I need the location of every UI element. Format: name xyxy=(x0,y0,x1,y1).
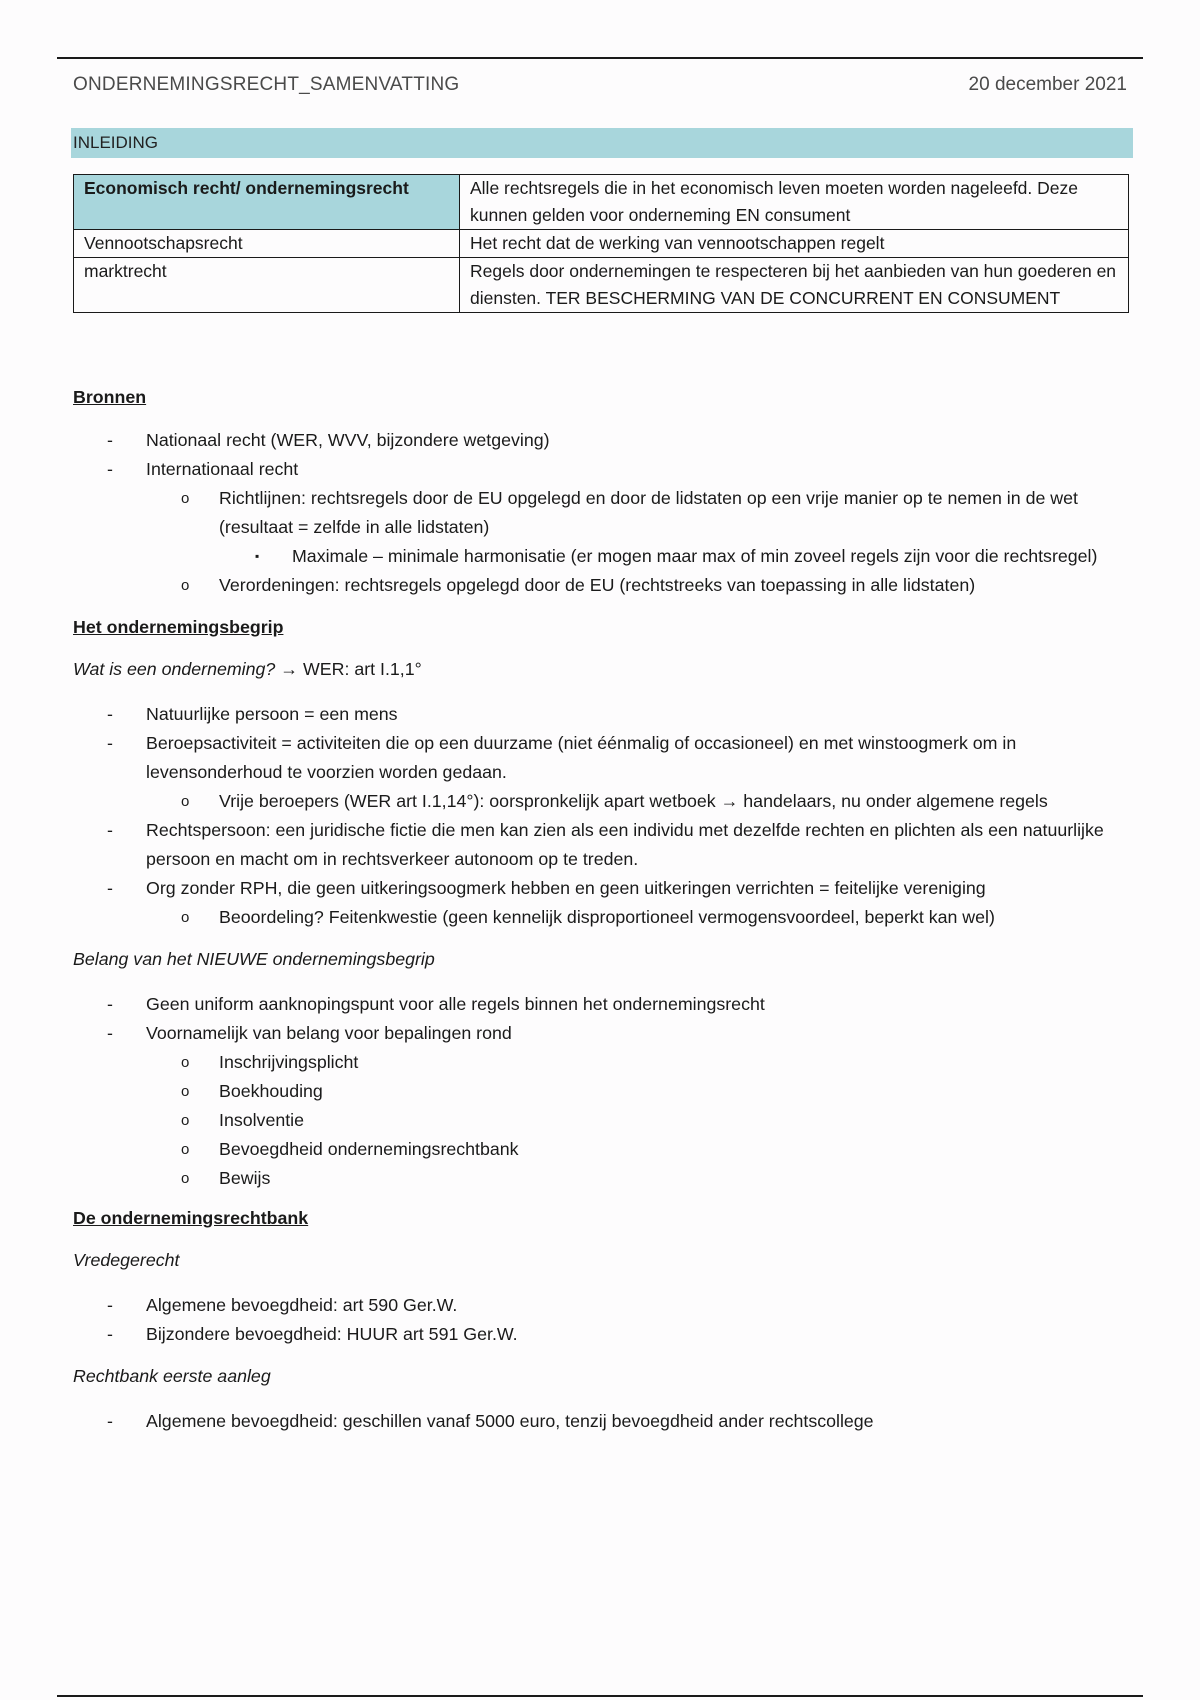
list-item-text: Algemene bevoegdheid: geschillen vanaf 5000 euro, tenzij bevoegdheid ander rechtscollege xyxy=(146,1411,874,1431)
document-title: ONDERNEMINGSRECHT_SAMENVATTING xyxy=(73,74,460,95)
dash-marker: - xyxy=(107,1324,113,1344)
heading-ondernemingsbegrip: Het ondernemingsbegrip xyxy=(73,617,284,637)
list-item-text: Bevoegdheid ondernemingsrechtbank xyxy=(219,1139,519,1159)
term-cell: marktrecht xyxy=(74,258,460,313)
question-text: Wat is een onderneming? xyxy=(73,659,276,679)
list-item xyxy=(73,1135,1133,1164)
list-item-text: Inschrijvingsplicht xyxy=(219,1052,359,1072)
dash-marker: - xyxy=(107,820,113,840)
table-row xyxy=(74,230,1129,258)
dash-marker: - xyxy=(107,430,113,450)
list-item xyxy=(73,1048,1133,1077)
section-band-inleiding: INLEIDING xyxy=(71,128,1133,158)
bottom-rule xyxy=(57,1695,1143,1697)
list-item xyxy=(73,1320,1133,1349)
list-item-text: Richtlijnen: rechtsregels door de EU opgelegd en door de lidstaten op een vrije manier op te nemen in de wet (resultaat = zelfde in alle lidstaten) xyxy=(219,488,1078,537)
list-item xyxy=(73,990,1133,1019)
subheading-eerste-aanleg: Rechtbank eerste aanleg xyxy=(73,1366,271,1386)
vredegerecht-list xyxy=(73,1291,1133,1349)
list-item xyxy=(73,729,1133,816)
circle-marker: o xyxy=(181,577,190,594)
circle-marker: o xyxy=(181,1054,190,1071)
square-marker: ▪ xyxy=(255,549,260,563)
list-item-text: Geen uniform aanknopingspunt voor alle regels binnen het ondernemingsrecht xyxy=(146,994,765,1014)
list-item xyxy=(73,571,1133,600)
list-item-text: Nationaal recht (WER, WVV, bijzondere wetgeving) xyxy=(146,430,550,450)
dash-marker: - xyxy=(107,1295,113,1315)
question-reference: → WER: art I.1,1° xyxy=(280,659,422,679)
list-item-text: Algemene bevoegdheid: art 590 Ger.W. xyxy=(146,1295,458,1315)
definitions-table xyxy=(73,174,1129,313)
list-item-text: Org zonder RPH, die geen uitkeringsoogmerk hebben en geen uitkeringen verrichten = feitelijke vereniging xyxy=(146,878,986,898)
list-item-text: Boekhouding xyxy=(219,1081,323,1101)
subheading-belang: Belang van het NIEUWE ondernemingsbegrip xyxy=(73,949,435,969)
definition-cell: Het recht dat de werking van vennootschappen regelt xyxy=(460,230,1129,258)
heading-bronnen: Bronnen xyxy=(73,387,147,407)
dash-marker: - xyxy=(107,704,113,724)
sublist xyxy=(146,903,1133,932)
circle-marker: o xyxy=(181,490,190,507)
circle-marker: o xyxy=(181,1141,190,1158)
question-line xyxy=(73,654,1133,684)
subheading-vredegerecht: Vredegerecht xyxy=(73,1250,180,1270)
list-item-text: Vrije beroepers (WER art I.1,14°): oorspronkelijk apart wetboek → handelaars, nu onder algemene regels xyxy=(219,791,1048,811)
list-item-text: Beroepsactiviteit = activiteiten die op een duurzame (niet éénmalig of occasioneel) en met winstoogmerk om in levensonderhoud te voorzien worden gedaan. xyxy=(146,733,1017,782)
sublist xyxy=(146,787,1133,816)
circle-marker: o xyxy=(181,909,190,926)
list-item-text: Maximale – minimale harmonisatie (er mogen maar max of min zoveel regels zijn voor die rechtsregel) xyxy=(292,546,1098,566)
list-item-text: Internationaal recht xyxy=(146,459,299,479)
list-item xyxy=(73,542,1133,571)
dash-marker: - xyxy=(107,459,113,479)
dash-marker: - xyxy=(107,994,113,1014)
table-row xyxy=(74,258,1129,313)
sublist xyxy=(219,542,1133,571)
list-item xyxy=(73,426,1133,455)
definition-cell: Regels door ondernemingen te respecteren bij het aanbieden van hun goederen en diensten. TER BESCHERMING VAN DE CONCURRENT EN CONSUMENT xyxy=(460,258,1129,313)
list-item xyxy=(73,816,1133,874)
list-item-text: Rechtspersoon: een juridische fictie die men kan zien als een individu met dezelfde rechten en plichten als een natuurlijke persoon en macht om in rechtsverkeer autonoom op te treden. xyxy=(146,820,1104,869)
sublist xyxy=(146,484,1133,600)
list-item xyxy=(73,700,1133,729)
main-content xyxy=(73,382,1133,1436)
list-item xyxy=(73,1106,1133,1135)
list-item-text: Beoordeling? Feitenkwestie (geen kennelijk disproportioneel vermogensvoordeel, beperkt kan wel) xyxy=(219,907,995,927)
list-item-text: Bijzondere bevoegdheid: HUUR art 591 Ger.W. xyxy=(146,1324,518,1344)
dash-marker: - xyxy=(107,878,113,898)
list-item xyxy=(73,484,1133,571)
belang-list xyxy=(73,990,1133,1193)
top-rule xyxy=(57,57,1143,59)
term-cell: Economisch recht/ ondernemingsrecht xyxy=(74,175,460,230)
dash-marker: - xyxy=(107,1023,113,1043)
list-item xyxy=(73,903,1133,932)
sublist xyxy=(146,1048,1133,1193)
eerste-aanleg-list xyxy=(73,1407,1133,1436)
dash-marker: - xyxy=(107,1411,113,1431)
list-item xyxy=(73,1291,1133,1320)
list-item-text: Bewijs xyxy=(219,1168,271,1188)
list-item xyxy=(73,1019,1133,1193)
list-item-text: Verordeningen: rechtsregels opgelegd door de EU (rechtstreeks van toepassing in alle lidstaten) xyxy=(219,575,976,595)
circle-marker: o xyxy=(181,793,190,810)
term-cell: Vennootschapsrecht xyxy=(74,230,460,258)
begrip-list xyxy=(73,700,1133,932)
circle-marker: o xyxy=(181,1083,190,1100)
list-item xyxy=(73,874,1133,932)
dash-marker: - xyxy=(107,733,113,753)
list-item xyxy=(73,1407,1133,1436)
document-date: 20 december 2021 xyxy=(968,74,1127,95)
bronnen-list xyxy=(73,426,1133,600)
list-item-text: Voornamelijk van belang voor bepalingen rond xyxy=(146,1023,512,1043)
heading-ondernemingsrechtbank: De ondernemingsrechtbank xyxy=(73,1208,309,1228)
list-item xyxy=(73,787,1133,816)
definition-cell: Alle rechtsregels die in het economisch leven moeten worden nageleefd. Deze kunnen gelden voor onderneming EN consument xyxy=(460,175,1129,230)
list-item xyxy=(73,1164,1133,1193)
list-item xyxy=(73,455,1133,600)
circle-marker: o xyxy=(181,1170,190,1187)
list-item xyxy=(73,1077,1133,1106)
circle-marker: o xyxy=(181,1112,190,1129)
list-item-text: Insolventie xyxy=(219,1110,305,1130)
list-item-text: Natuurlijke persoon = een mens xyxy=(146,704,398,724)
table-row xyxy=(74,175,1129,230)
